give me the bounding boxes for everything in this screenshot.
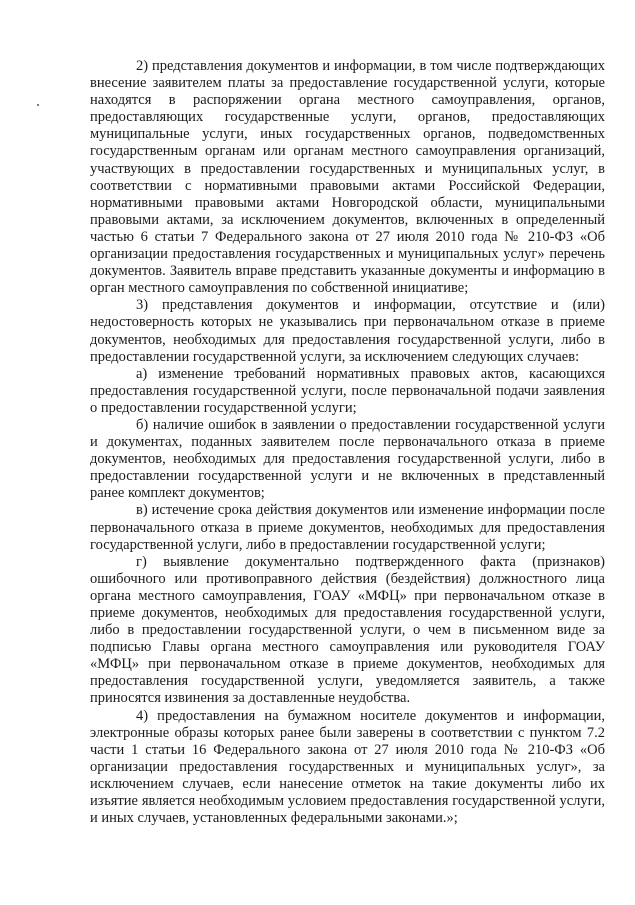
paragraph-subitem-v: в) истечение срока действия документов или изменение информации после первоначального отказа в приеме документов, необходимых для предоставления государственной услуги, либо в предоставлении государственной услуги;: [90, 502, 605, 553]
scan-speck: [37, 104, 39, 106]
paragraph-item-2: 2) представления документов и информации, в том числе подтверждающих внесение заявителем платы за предоставление государственной услуги, которые находятся в распоряжении органа местного самоуправления, органов, предоставляющих государственные услуги, органов, предоставляющих муниципальные услуги, иных государственных органов, подведомственных государственным органам или органам местного самоуправления организаций, участвующих в предоставлении государственных и муниципальных услуг, в соответствии с нормативными правовыми актами Российской Федерации, нормативными правовыми актами Новгородской области, муниципальными правовыми актами, за исключением документов, включенных в определенный частью 6 статьи 7 Федерального закона от 27 июля 2010 года № 210-ФЗ «Об организации предоставления государственных и муниципальных услуг» перечень документов. Заявитель вправе представить указанные документы и информацию в орган местного самоуправления по собственной инициативе;: [90, 58, 605, 297]
paragraph-item-4: 4) предоставления на бумажном носителе документов и информации, электронные образы которых ранее были заверены в соответствии с пунктом 7.2 части 1 статьи 16 Федерального закона от 27 июля 2010 года № 210-ФЗ «Об организации предоставления государственных и муниципальных услуг», за исключением случаев, если нанесение отметок на такие документы либо их изъятие является необходимым условием предоставления государственной услуги, и иных случаев, установленных федеральными законами.»;: [90, 707, 605, 827]
paragraph-subitem-b: б) наличие ошибок в заявлении о предоставлении государственной услуги и документах, поданных заявителем после первоначального отказа в приеме документов, необходимых для предоставления государственной услуги, либо в предоставлении государственной услуги и не включенных в представленный ранее комплект документов;: [90, 416, 605, 502]
paragraph-subitem-g: г) выявление документально подтвержденного факта (признаков) ошибочного или противоправного действия (бездействия) должностного лица органа местного самоуправления, ГОАУ «МФЦ» при первоначальном отказе в приеме документов, необходимых для предоставления государственной услуги, либо в предоставлении государственной услуги, о чем в письменном виде за подписью Главы органа местного самоуправления или руководителя ГОАУ «МФЦ» при первоначальном отказе в приеме документов, необходимых для предоставления государственной услуги, уведомляется заявитель, а также приносятся извинения за доставленные неудобства.: [90, 553, 605, 707]
document-body: [90, 58, 605, 827]
paragraph-item-3: 3) представления документов и информации, отсутствие и (или) недостоверность которых не указывались при первоначальном отказе в приеме документов, необходимых для предоставления государственной услуги, либо в предоставлении государственной услуги, за исключением следующих случаев:: [90, 297, 605, 365]
paragraph-subitem-a: а) изменение требований нормативных правовых актов, касающихся предоставления государственной услуги, после первоначальной подачи заявления о предоставлении государственной услуги;: [90, 365, 605, 416]
